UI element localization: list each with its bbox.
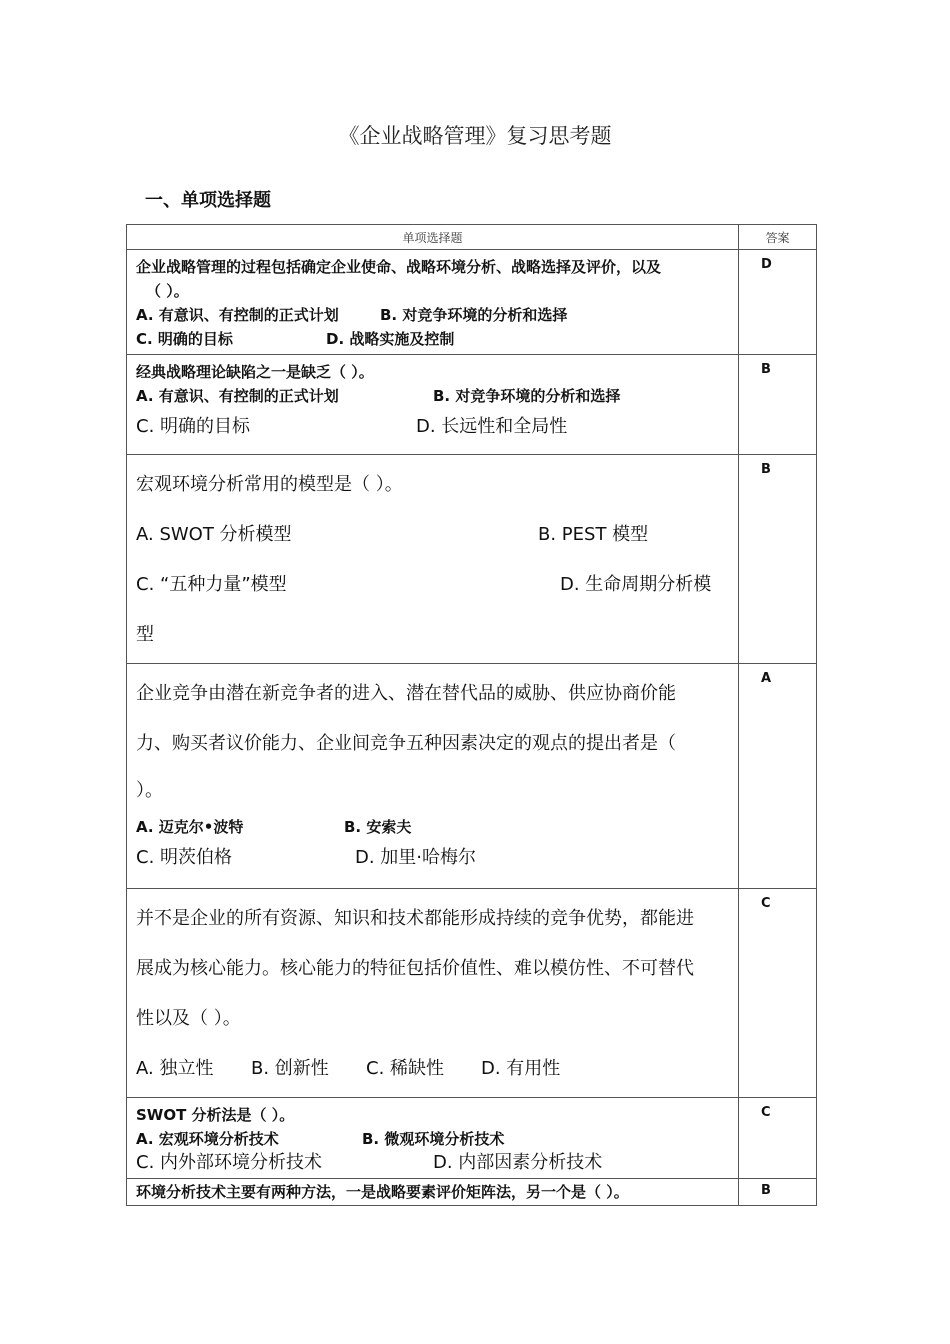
answer-cell: B: [739, 455, 817, 664]
option-row: [136, 560, 730, 610]
option-c: C. 明确的目标: [136, 416, 251, 437]
option-b: B. 微观环境分析技术: [362, 1130, 505, 1148]
question-stem: 企业竞争由潜在新竞争者的进入、潜在替代品的威胁、供应协商价能: [136, 683, 676, 704]
option-row: [136, 303, 730, 327]
answer-cell: B: [739, 355, 817, 455]
answer-cell: C: [739, 1098, 817, 1179]
option-row: [136, 1127, 730, 1151]
option-c: C. 明茨伯格: [136, 847, 233, 868]
option-a: A. SWOT 分析模型: [136, 524, 292, 545]
question-stem: 经典战略理论缺陷之一是缺乏（ ）。: [136, 363, 374, 381]
option-d-continued: 型: [136, 624, 154, 645]
option-c: C. 稀缺性: [366, 1058, 445, 1079]
table-row: [127, 1179, 817, 1206]
document-title: 《企业战略管理》复习思考题: [338, 124, 612, 148]
question-cell: [127, 1098, 739, 1179]
table-row: [127, 355, 817, 455]
option-c: C. 内外部环境分析技术: [136, 1152, 323, 1173]
answer-cell: A: [739, 664, 817, 889]
option-b: B. 创新性: [251, 1058, 329, 1079]
option-c: C. 明确的目标: [136, 330, 233, 348]
answer-cell: D: [739, 250, 817, 355]
question-stem: 企业战略管理的过程包括确定企业使命、战略环境分析、战略选择及评价，以及: [136, 258, 662, 276]
option-d: D. 生命周期分析模: [560, 574, 712, 595]
option-row: [136, 510, 730, 560]
section-heading: 一、单项选择题: [145, 190, 271, 211]
option-b: B. 安索夫: [344, 818, 412, 836]
question-stem: ）。: [136, 780, 163, 801]
question-stem: 并不是企业的所有资源、知识和技术都能形成持续的竞争优势，都能进: [136, 908, 694, 929]
question-cell: [127, 455, 739, 664]
table-row: [127, 455, 817, 664]
table-header-row: [127, 225, 817, 250]
question-stem: 宏观环境分析常用的模型是（ ）。: [136, 474, 403, 495]
option-row: [136, 813, 730, 841]
question-cell: [127, 355, 739, 455]
option-a: A. 有意识、有控制的正式计划: [136, 387, 339, 405]
option-b: B. 对竞争环境的分析和选择: [433, 387, 621, 405]
option-b: B. PEST 模型: [538, 524, 649, 545]
option-a: A. 独立性: [136, 1058, 214, 1079]
question-cell: [127, 1179, 739, 1206]
question-stem: SWOT 分析法是（ ）。: [136, 1106, 295, 1124]
question-cell: [127, 889, 739, 1098]
option-a: A. 迈克尔•波特: [136, 818, 244, 836]
question-stem: 力、购买者议价能力、企业间竞争五种因素决定的观点的提出者是（: [136, 733, 676, 754]
option-row: [136, 384, 730, 408]
option-row: [136, 841, 730, 875]
table-row: [127, 250, 817, 355]
option-a: A. 有意识、有控制的正式计划: [136, 306, 339, 324]
question-cell: [127, 250, 739, 355]
table-row: [127, 664, 817, 889]
question-cell: [127, 664, 739, 889]
answer-cell: B: [739, 1179, 817, 1206]
option-row: [136, 327, 730, 351]
answer-cell: C: [739, 889, 817, 1098]
option-row: [136, 410, 730, 444]
header-answer: 答案: [739, 225, 817, 250]
option-d: D. 战略实施及控制: [326, 330, 455, 348]
question-stem: 性以及（ ）。: [136, 1008, 241, 1029]
option-d: D. 有用性: [481, 1058, 561, 1079]
option-d: D. 长远性和全局性: [416, 416, 568, 437]
question-stem: 环境分析技术主要有两种方法，一是战略要素评价矩阵法，另一个是（ ）。: [136, 1183, 629, 1201]
option-d: D. 内部因素分析技术: [433, 1152, 603, 1173]
table-row: [127, 889, 817, 1098]
option-c: C. “五种力量”模型: [136, 574, 287, 595]
option-d: D. 加里·哈梅尔: [355, 847, 477, 868]
option-row: [136, 1151, 730, 1175]
question-stem: 展成为核心能力。核心能力的特征包括价值性、难以模仿性、不可替代: [136, 958, 694, 979]
header-question: 单项选择题: [127, 225, 739, 250]
question-table: [126, 224, 817, 1206]
option-a: A. 宏观环境分析技术: [136, 1130, 279, 1148]
question-stem: （ ）。: [146, 282, 189, 300]
option-row: [136, 1044, 730, 1094]
option-b: B. 对竞争环境的分析和选择: [380, 306, 568, 324]
table-row: [127, 1098, 817, 1179]
